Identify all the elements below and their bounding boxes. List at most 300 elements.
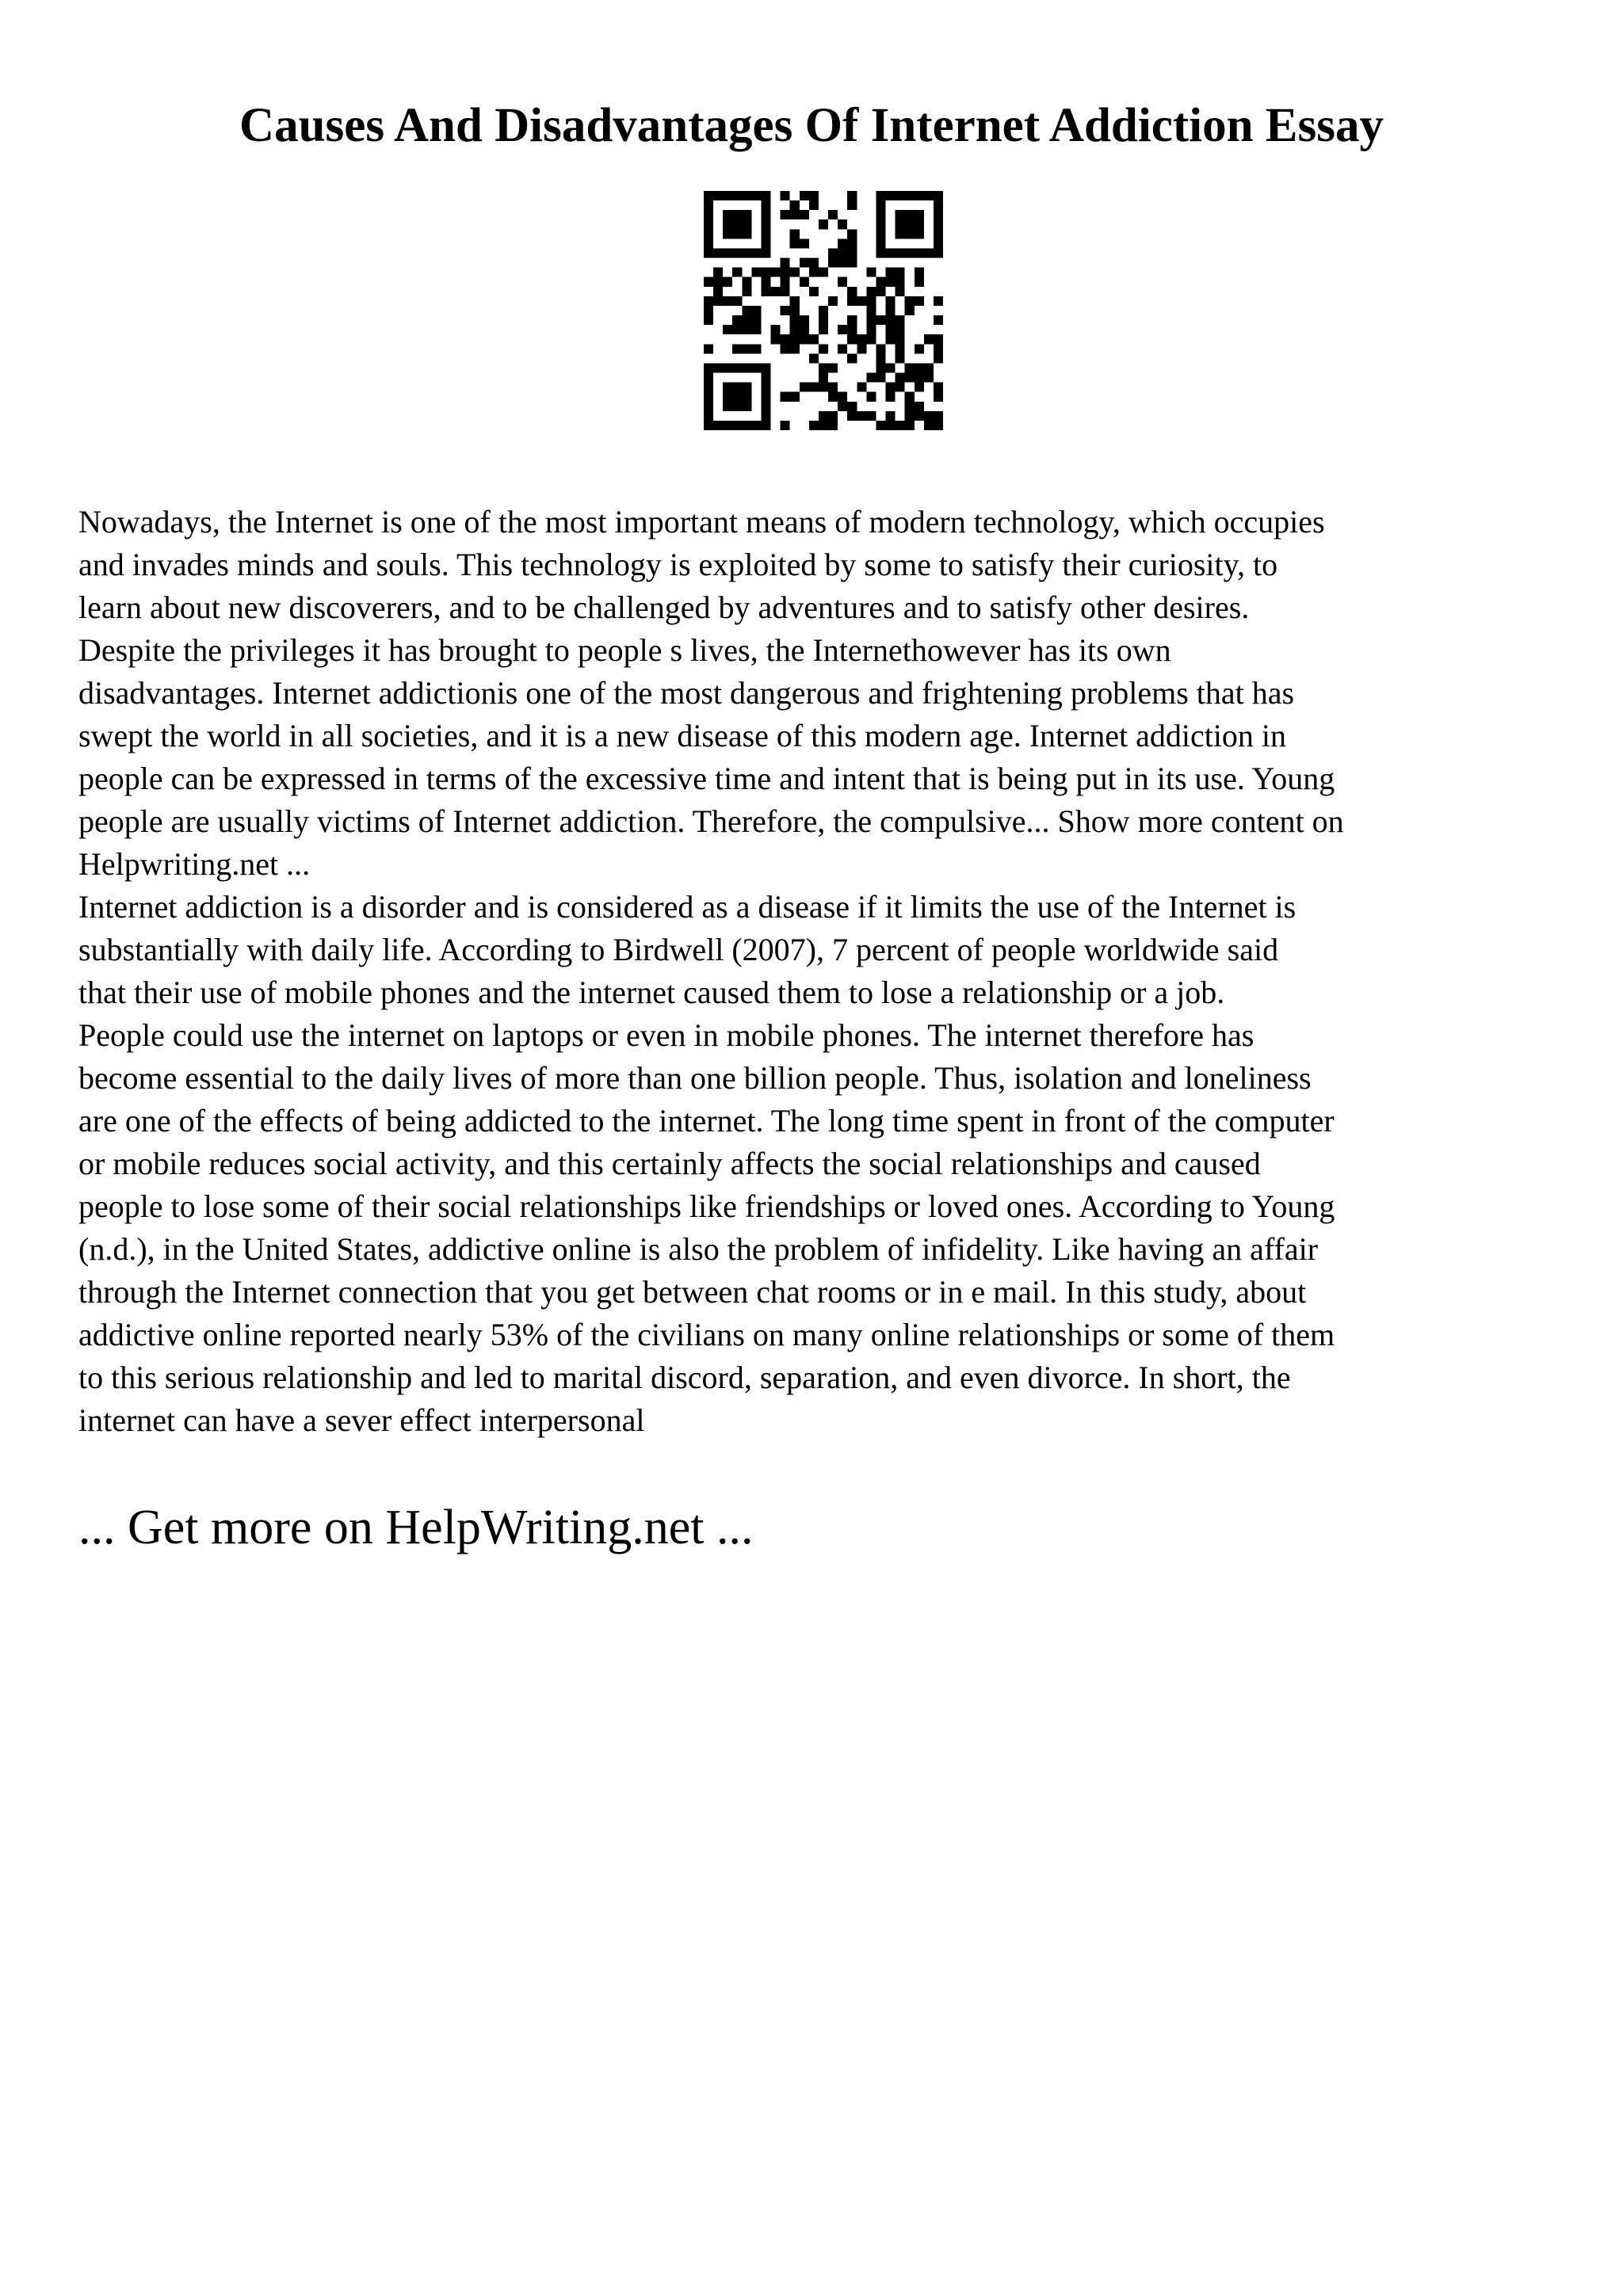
paragraph-1-line: learn about new discoverers, and to be challenged by adventures and to satisfy other desires. <box>78 589 1250 625</box>
qr-module <box>761 277 770 287</box>
qr-module <box>819 268 828 277</box>
qr-module <box>800 238 809 248</box>
qr-module <box>790 344 800 353</box>
qr-module <box>713 268 723 277</box>
qr-module <box>905 248 915 257</box>
qr-module <box>790 268 800 277</box>
qr-module <box>819 383 828 392</box>
qr-module <box>790 210 800 219</box>
paragraph-1-line: swept the world in all societies, and it is a new disease of this modern age. Internet addiction in <box>78 718 1287 753</box>
qr-module <box>704 191 713 200</box>
qr-module <box>915 373 924 383</box>
paragraph-1-line: and invades minds and souls. This technology is exploited by some to satisfy their curiosity, to <box>78 547 1278 582</box>
qr-module <box>915 296 924 306</box>
qr-module <box>723 392 732 402</box>
qr-module <box>781 191 790 200</box>
paragraph-1-line: Nowadays, the Internet is one of the most important means of modern technology, which occupies <box>78 504 1325 540</box>
qr-module <box>905 210 915 219</box>
qr-module <box>896 344 905 353</box>
qr-module <box>934 344 943 353</box>
qr-module <box>886 306 896 315</box>
qr-module <box>828 296 838 306</box>
qr-module <box>934 334 943 344</box>
qr-module <box>751 315 761 325</box>
qr-module <box>847 200 857 210</box>
qr-module <box>800 258 809 268</box>
qr-module <box>742 210 751 219</box>
qr-module <box>781 421 790 430</box>
qr-module <box>847 353 857 363</box>
qr-module <box>732 392 742 402</box>
qr-module <box>876 210 885 219</box>
qr-module <box>886 296 896 306</box>
qr-module <box>828 411 838 421</box>
qr-module <box>819 421 828 430</box>
qr-module <box>809 421 819 430</box>
qr-module <box>742 421 751 430</box>
qr-module <box>781 258 790 268</box>
qr-module <box>704 383 713 392</box>
qr-module <box>751 306 761 315</box>
qr-module <box>838 277 847 287</box>
qr-module <box>819 411 828 421</box>
paragraph-2-line: through the Internet connection that you get between chat rooms or in e mail. In this study, about <box>78 1274 1307 1310</box>
qr-module <box>819 315 828 325</box>
qr-module <box>742 229 751 238</box>
qr-module <box>886 411 896 421</box>
qr-module <box>809 383 819 392</box>
qr-module <box>751 421 761 430</box>
qr-module <box>761 268 770 277</box>
qr-module <box>866 325 876 334</box>
qr-module <box>924 363 934 372</box>
qr-module <box>771 325 781 334</box>
qr-module <box>915 277 924 287</box>
qr-module <box>819 306 828 315</box>
paragraph-2-line: people to lose some of their social relationships like friendships or loved ones. According to Young <box>78 1188 1335 1224</box>
qr-module <box>896 268 905 277</box>
qr-module <box>847 402 857 411</box>
qr-module <box>732 363 742 372</box>
qr-module <box>781 306 790 315</box>
qr-module <box>751 325 761 334</box>
qr-module <box>915 268 924 277</box>
qr-module <box>790 200 800 210</box>
qr-module <box>790 315 800 325</box>
qr-module <box>866 296 876 306</box>
paragraph-1-line: disadvantages. Internet addictionis one of the most dangerous and frightening problems that has <box>78 675 1295 711</box>
qr-module <box>771 334 781 344</box>
qr-module <box>809 287 819 296</box>
qr-module <box>742 315 751 325</box>
qr-module <box>819 219 828 229</box>
qr-module <box>800 383 809 392</box>
qr-module <box>761 200 770 210</box>
qr-module <box>847 315 857 325</box>
qr-module <box>915 363 924 372</box>
paragraph-2-line: are one of the effects of being addicted to the internet. The long time spent in front of the computer <box>78 1103 1335 1138</box>
qr-module <box>886 191 896 200</box>
qr-module <box>800 315 809 325</box>
qr-module <box>751 344 761 353</box>
qr-module <box>819 363 828 372</box>
qr-module <box>790 334 800 344</box>
qr-module <box>847 411 857 421</box>
qr-module <box>838 392 847 402</box>
qr-module <box>896 191 905 200</box>
qr-module <box>896 219 905 229</box>
qr-module <box>924 421 934 430</box>
qr-module <box>896 315 905 325</box>
qr-module <box>723 421 732 430</box>
paragraph-2-line: Internet addiction is a disorder and is considered as a disease if it limits the use of the Internet is <box>78 889 1296 925</box>
qr-module <box>771 268 781 277</box>
qr-module <box>896 325 905 334</box>
qr-module <box>828 383 838 392</box>
qr-module <box>790 296 800 306</box>
qr-module <box>713 277 723 287</box>
qr-module <box>934 238 943 248</box>
qr-module <box>886 277 896 287</box>
qr-module <box>934 191 943 200</box>
qr-module <box>742 287 751 296</box>
qr-module <box>732 191 742 200</box>
qr-module <box>915 219 924 229</box>
qr-module <box>751 248 761 257</box>
qr-module <box>732 268 742 277</box>
qr-module <box>847 258 857 268</box>
qr-module <box>934 353 943 363</box>
qr-module <box>704 421 713 430</box>
qr-module <box>828 392 838 402</box>
qr-module <box>876 315 885 325</box>
qr-module <box>876 219 885 229</box>
qr-module <box>713 421 723 430</box>
qr-module <box>761 363 770 372</box>
qr-module <box>876 287 885 296</box>
paragraph-2-line: to this serious relationship and led to marital discord, separation, and even divorce. In short, the <box>78 1360 1291 1395</box>
qr-module <box>713 248 723 257</box>
qr-module <box>704 296 713 306</box>
paragraph-2-line: substantially with daily life. According to Birdwell (2007), 7 percent of people worldwide said <box>78 932 1279 967</box>
get-more-link[interactable]: ... Get more on HelpWriting.net ... <box>78 1501 754 1554</box>
qr-module <box>704 315 713 325</box>
qr-module <box>876 238 885 248</box>
qr-module <box>742 306 751 315</box>
qr-module <box>723 363 732 372</box>
qr-module <box>905 306 915 315</box>
qr-module <box>723 191 732 200</box>
qr-module <box>915 383 924 392</box>
qr-module <box>800 210 809 219</box>
qr-module <box>723 296 732 306</box>
qr-module <box>800 191 809 200</box>
qr-module <box>781 334 790 344</box>
qr-module <box>905 402 915 411</box>
qr-module <box>704 363 713 372</box>
document-title: Causes And Disadvantages Of Internet Addiction Essay <box>239 99 1384 152</box>
qr-module <box>781 392 790 402</box>
qr-module <box>781 277 790 287</box>
qr-module <box>828 248 838 257</box>
qr-module <box>732 402 742 411</box>
qr-module <box>781 287 790 296</box>
qr-module <box>723 248 732 257</box>
qr-module <box>905 363 915 372</box>
qr-module <box>751 191 761 200</box>
qr-module <box>838 238 847 248</box>
qr-module <box>723 210 732 219</box>
qr-module <box>761 392 770 402</box>
qr-code-icon <box>704 191 943 430</box>
qr-module <box>896 383 905 392</box>
qr-module <box>704 219 713 229</box>
qr-module <box>896 353 905 363</box>
qr-module <box>934 229 943 238</box>
qr-module <box>800 325 809 334</box>
qr-module <box>847 334 857 344</box>
qr-module <box>934 411 943 421</box>
qr-module <box>847 191 857 200</box>
qr-module <box>866 268 876 277</box>
qr-module <box>934 296 943 306</box>
qr-module <box>876 229 885 238</box>
qr-module <box>732 229 742 238</box>
qr-module <box>866 411 876 421</box>
qr-module <box>905 392 915 402</box>
qr-module <box>847 296 857 306</box>
qr-module <box>905 421 915 430</box>
qr-module <box>819 325 828 334</box>
qr-module <box>838 344 847 353</box>
qr-module <box>790 229 800 238</box>
paragraph-2-line: (n.d.), in the United States, addictive online is also the problem of infidelity. Like having an affair <box>78 1231 1319 1267</box>
qr-module <box>905 191 915 200</box>
qr-module <box>761 373 770 383</box>
qr-module <box>896 248 905 257</box>
qr-module <box>742 383 751 392</box>
paragraph-1-line: people can be expressed in terms of the excessive time and intent that is being put in its use. Young <box>78 761 1335 796</box>
qr-module <box>857 383 866 392</box>
essay-body <box>78 501 1584 1442</box>
qr-module <box>761 383 770 392</box>
paragraph-1-line: Helpwriting.net ... <box>78 846 311 882</box>
qr-module <box>828 258 838 268</box>
qr-module <box>896 334 905 344</box>
qr-module <box>704 229 713 238</box>
qr-module <box>886 392 896 402</box>
qr-module <box>761 229 770 238</box>
qr-module <box>847 287 857 296</box>
qr-module <box>866 315 876 325</box>
qr-module <box>732 325 742 334</box>
qr-module <box>828 363 838 372</box>
qr-module <box>896 373 905 383</box>
qr-module <box>723 402 732 411</box>
qr-module <box>915 402 924 411</box>
qr-module <box>847 238 857 248</box>
qr-module <box>704 277 713 287</box>
qr-module <box>847 248 857 257</box>
qr-module <box>828 421 838 430</box>
qr-module <box>934 248 943 257</box>
qr-module <box>838 258 847 268</box>
qr-module <box>713 363 723 372</box>
qr-module <box>742 219 751 229</box>
qr-module <box>905 411 915 421</box>
qr-module <box>732 315 742 325</box>
qr-module <box>866 392 876 402</box>
qr-module <box>713 296 723 306</box>
qr-module <box>809 191 819 200</box>
qr-module <box>790 306 800 315</box>
qr-module <box>704 200 713 210</box>
qr-module <box>924 373 934 383</box>
qr-module <box>742 325 751 334</box>
paragraph-2-line: internet can have a sever effect interpersonal <box>78 1402 645 1438</box>
qr-module <box>742 402 751 411</box>
qr-module <box>857 296 866 306</box>
qr-module <box>896 421 905 430</box>
qr-module <box>751 268 761 277</box>
qr-module <box>704 411 713 421</box>
qr-module <box>781 210 790 219</box>
qr-module <box>781 344 790 353</box>
qr-module <box>915 191 924 200</box>
qr-module <box>915 210 924 219</box>
qr-module <box>924 411 934 421</box>
qr-module <box>704 210 713 219</box>
qr-module <box>732 383 742 392</box>
qr-module <box>838 219 847 229</box>
qr-module <box>876 200 885 210</box>
qr-module <box>886 334 896 344</box>
qr-module <box>905 219 915 229</box>
qr-module <box>847 229 857 238</box>
qr-module <box>761 421 770 430</box>
qr-module <box>934 392 943 402</box>
qr-module <box>790 392 800 402</box>
paragraph-2-line: addictive online reported nearly 53% of the civilians on many online relationships or some of them <box>78 1317 1335 1352</box>
qr-module <box>704 306 713 315</box>
qr-module <box>876 421 885 430</box>
qr-module <box>886 363 896 372</box>
qr-module <box>905 229 915 238</box>
paragraph-2-line: or mobile reduces social activity, and this certainly affects the social relationships and caused <box>78 1146 1261 1181</box>
qr-module <box>876 248 885 257</box>
qr-module <box>790 325 800 334</box>
qr-module <box>876 353 885 363</box>
qr-module <box>723 229 732 238</box>
qr-module <box>847 325 857 334</box>
paragraph-2-line: People could use the internet on laptops or even in mobile phones. The internet therefore has <box>78 1017 1254 1053</box>
qr-module <box>857 411 866 421</box>
qr-module <box>934 315 943 325</box>
qr-module <box>761 402 770 411</box>
qr-module <box>886 383 896 392</box>
qr-module <box>800 277 809 287</box>
qr-module <box>934 210 943 219</box>
qr-module <box>819 344 828 353</box>
qr-module <box>761 238 770 248</box>
qr-module <box>704 402 713 411</box>
qr-module <box>732 248 742 257</box>
qr-module <box>723 277 732 287</box>
qr-module <box>723 325 732 334</box>
qr-module <box>876 191 885 200</box>
qr-module <box>732 210 742 219</box>
qr-module <box>876 363 885 372</box>
qr-module <box>742 248 751 257</box>
qr-module <box>732 421 742 430</box>
qr-module <box>886 421 896 430</box>
qr-module <box>876 277 885 287</box>
qr-module <box>809 334 819 344</box>
qr-module <box>742 392 751 402</box>
qr-module <box>896 287 905 296</box>
paragraph-1-line: people are usually victims of Internet addiction. Therefore, the compulsive... Show more content on <box>78 803 1344 839</box>
qr-module <box>886 268 896 277</box>
qr-module <box>905 373 915 383</box>
qr-module <box>915 411 924 421</box>
qr-module <box>934 200 943 210</box>
paragraph-2-line: become essential to the daily lives of more than one billion people. Thus, isolation and loneliness <box>78 1060 1312 1096</box>
qr-module <box>809 258 819 268</box>
qr-module <box>857 334 866 344</box>
qr-module <box>866 306 876 315</box>
qr-module <box>742 277 751 287</box>
paragraph-2-line: that their use of mobile phones and the internet caused them to lose a relationship or a job. <box>78 974 1225 1010</box>
qr-module <box>896 229 905 238</box>
qr-module <box>866 373 876 383</box>
qr-module <box>771 287 781 296</box>
qr-module <box>761 191 770 200</box>
qr-module <box>809 200 819 210</box>
paragraph-1-line: Despite the privileges it has brought to people s lives, the Internethowever has its own <box>78 632 1171 668</box>
qr-module <box>857 344 866 353</box>
qr-module <box>819 373 828 383</box>
qr-module <box>809 353 819 363</box>
qr-module <box>838 248 847 257</box>
qr-module <box>934 421 943 430</box>
qr-module <box>732 344 742 353</box>
qr-module <box>704 344 713 353</box>
qr-module <box>723 383 732 392</box>
qr-module <box>915 248 924 257</box>
qr-module <box>742 344 751 353</box>
qr-module <box>761 411 770 421</box>
qr-module <box>704 248 713 257</box>
qr-module <box>751 363 761 372</box>
qr-module <box>896 210 905 219</box>
qr-module <box>742 191 751 200</box>
qr-module <box>924 191 934 200</box>
qr-module <box>713 287 723 296</box>
qr-module <box>876 344 885 353</box>
qr-module <box>838 402 847 411</box>
qr-module <box>905 296 915 306</box>
qr-module <box>704 373 713 383</box>
qr-module <box>915 344 924 353</box>
qr-module <box>886 325 896 334</box>
qr-module <box>723 219 732 229</box>
qr-module <box>886 248 896 257</box>
qr-module <box>761 287 770 296</box>
qr-module <box>866 287 876 296</box>
qr-module <box>732 296 742 306</box>
qr-module <box>934 219 943 229</box>
qr-module <box>828 210 838 219</box>
